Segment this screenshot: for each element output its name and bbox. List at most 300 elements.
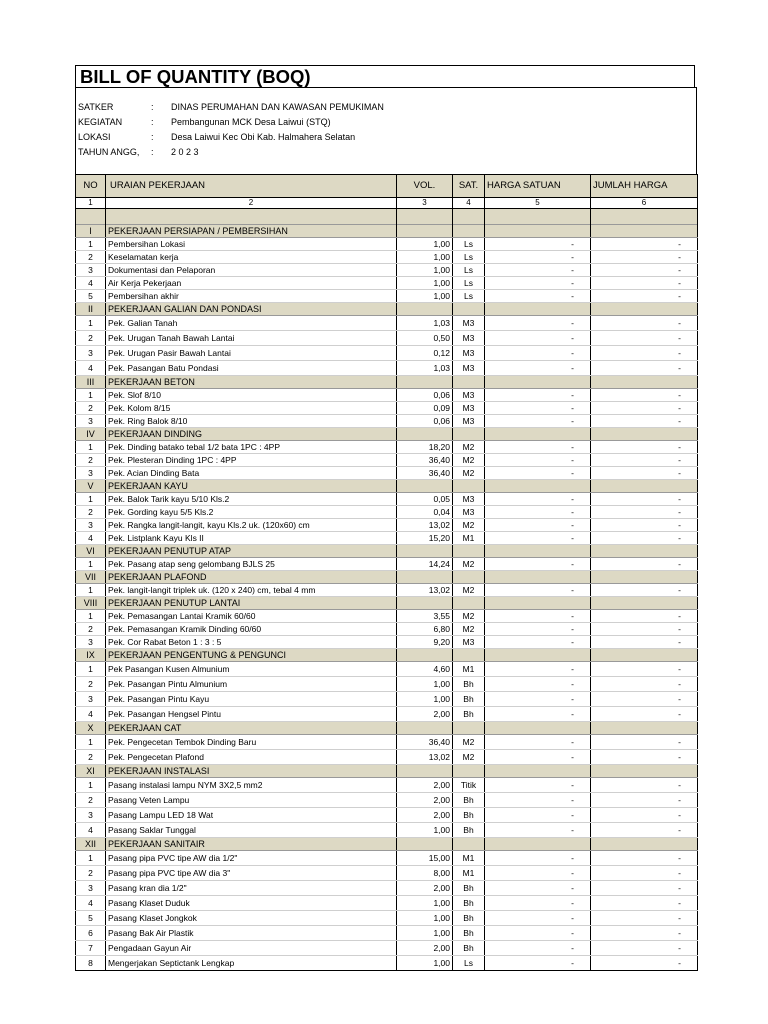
item-unit: Bh <box>453 808 485 823</box>
item-unit: M2 <box>453 441 485 454</box>
item-no: 1 <box>76 851 106 866</box>
item-unit: Ls <box>453 264 485 277</box>
table-row <box>76 636 698 649</box>
item-description: Pek. Kolom 8/15 <box>106 402 397 415</box>
item-no: 1 <box>76 584 106 597</box>
item-volume: 0,12 <box>397 346 453 361</box>
item-no: 1 <box>76 610 106 623</box>
section-title: PEKERJAAN DINDING <box>106 428 397 441</box>
item-description: Pembersihan Lokasi <box>106 238 397 251</box>
item-description: Pek. Pasangan Hengsel Pintu <box>106 707 397 722</box>
item-total-price: - <box>591 778 698 793</box>
page-title: BILL OF QUANTITY (BOQ) <box>75 65 695 87</box>
item-description: Pek. Rangka langit-langit, kayu Kls.2 uk. (120x60) cm <box>106 519 397 532</box>
item-unit-price: - <box>485 911 591 926</box>
item-volume: 1,00 <box>397 251 453 264</box>
item-description: Pek. Urugan Pasir Bawah Lantai <box>106 346 397 361</box>
item-total-price: - <box>591 911 698 926</box>
table-row <box>76 610 698 623</box>
section-title: PEKERJAAN SANITAIR <box>106 838 397 851</box>
section-no: V <box>76 480 106 493</box>
section-no: IV <box>76 428 106 441</box>
item-no: 1 <box>76 389 106 402</box>
item-volume: 9,20 <box>397 636 453 649</box>
item-total-price: - <box>591 389 698 402</box>
item-volume: 1,00 <box>397 692 453 707</box>
section-title: PEKERJAAN CAT <box>106 722 397 735</box>
column-number: 4 <box>453 198 485 209</box>
section-title: PEKERJAAN KAYU <box>106 480 397 493</box>
item-unit-price: - <box>485 881 591 896</box>
item-unit-price: - <box>485 415 591 428</box>
info-separator: : <box>151 147 154 157</box>
item-unit: M1 <box>453 532 485 545</box>
table-row <box>76 881 698 896</box>
item-volume: 15,20 <box>397 532 453 545</box>
item-unit-price: - <box>485 808 591 823</box>
item-unit-price: - <box>485 851 591 866</box>
item-total-price: - <box>591 623 698 636</box>
info-value: Desa Laiwui Kec Obi Kab. Halmahera Selatan <box>171 132 356 142</box>
item-total-price: - <box>591 346 698 361</box>
item-volume: 2,00 <box>397 881 453 896</box>
item-total-price: - <box>591 467 698 480</box>
section-row <box>76 376 698 389</box>
table-row <box>76 290 698 303</box>
item-description: Pasang Klaset Duduk <box>106 896 397 911</box>
item-volume: 6,80 <box>397 623 453 636</box>
section-row <box>76 571 698 584</box>
item-no: 3 <box>76 264 106 277</box>
section-no: III <box>76 376 106 389</box>
item-description: Pasang kran dia 1/2" <box>106 881 397 896</box>
item-unit: Bh <box>453 677 485 692</box>
item-description: Pasang pipa PVC tipe AW dia 1/2" <box>106 851 397 866</box>
item-unit: M1 <box>453 662 485 677</box>
item-unit-price: - <box>485 238 591 251</box>
item-no: 2 <box>76 793 106 808</box>
table-row <box>76 911 698 926</box>
info-label: LOKASI <box>78 132 111 142</box>
table-row <box>76 402 698 415</box>
item-description: Pek. Plesteran Dinding 1PC : 4PP <box>106 454 397 467</box>
table-row <box>76 677 698 692</box>
item-total-price: - <box>591 290 698 303</box>
item-unit: Bh <box>453 926 485 941</box>
item-no: 4 <box>76 277 106 290</box>
table-header-row <box>76 175 698 198</box>
item-unit: M2 <box>453 558 485 571</box>
item-unit: Ls <box>453 238 485 251</box>
item-no: 2 <box>76 866 106 881</box>
table-row <box>76 941 698 956</box>
item-total-price: - <box>591 277 698 290</box>
table-row <box>76 662 698 677</box>
item-no: 3 <box>76 519 106 532</box>
item-description: Pek. Listplank Kayu Kls II <box>106 532 397 545</box>
item-total-price: - <box>591 677 698 692</box>
item-total-price: - <box>591 558 698 571</box>
section-title: PEKERJAAN BETON <box>106 376 397 389</box>
item-unit: M3 <box>453 506 485 519</box>
item-description: Pek. Balok Tarik kayu 5/10 Kls.2 <box>106 493 397 506</box>
item-no: 3 <box>76 636 106 649</box>
item-no: 1 <box>76 441 106 454</box>
item-unit: M2 <box>453 610 485 623</box>
item-unit: M1 <box>453 851 485 866</box>
item-unit-price: - <box>485 896 591 911</box>
item-no: 3 <box>76 346 106 361</box>
item-description: Pasang instalasi lampu NYM 3X2,5 mm2 <box>106 778 397 793</box>
header-vol: VOL. <box>397 175 453 198</box>
column-number: 3 <box>397 198 453 209</box>
item-total-price: - <box>591 662 698 677</box>
item-unit: M3 <box>453 402 485 415</box>
item-unit-price: - <box>485 346 591 361</box>
table-row <box>76 851 698 866</box>
item-no: 2 <box>76 402 106 415</box>
item-description: Pembersihan akhir <box>106 290 397 303</box>
item-no: 4 <box>76 896 106 911</box>
table-row <box>76 506 698 519</box>
item-volume: 1,00 <box>397 277 453 290</box>
table-row <box>76 866 698 881</box>
item-no: 6 <box>76 926 106 941</box>
item-unit-price: - <box>485 454 591 467</box>
item-unit-price: - <box>485 778 591 793</box>
item-volume: 0,04 <box>397 506 453 519</box>
item-total-price: - <box>591 584 698 597</box>
item-no: 4 <box>76 532 106 545</box>
table-row <box>76 558 698 571</box>
item-total-price: - <box>591 808 698 823</box>
item-description: Dokumentasi dan Pelaporan <box>106 264 397 277</box>
item-volume: 1,00 <box>397 896 453 911</box>
section-title: PEKERJAAN PLAFOND <box>106 571 397 584</box>
table-row <box>76 441 698 454</box>
item-no: 4 <box>76 823 106 838</box>
column-number-row <box>76 198 698 209</box>
item-no: 2 <box>76 454 106 467</box>
item-total-price: - <box>591 519 698 532</box>
item-unit-price: - <box>485 361 591 376</box>
item-unit-price: - <box>485 662 591 677</box>
section-row <box>76 838 698 851</box>
item-unit-price: - <box>485 316 591 331</box>
item-volume: 13,02 <box>397 584 453 597</box>
item-unit-price: - <box>485 623 591 636</box>
item-description: Pasang Bak Air Plastik <box>106 926 397 941</box>
item-volume: 8,00 <box>397 866 453 881</box>
item-no: 1 <box>76 778 106 793</box>
item-total-price: - <box>591 956 698 971</box>
item-volume: 1,00 <box>397 823 453 838</box>
item-description: Pek. Gording kayu 5/5 Kls.2 <box>106 506 397 519</box>
item-unit: Bh <box>453 707 485 722</box>
table-row <box>76 707 698 722</box>
item-volume: 0,05 <box>397 493 453 506</box>
item-unit: Bh <box>453 793 485 808</box>
item-unit: M2 <box>453 519 485 532</box>
header-uraian: URAIAN PEKERJAAN <box>106 175 397 198</box>
item-no: 4 <box>76 707 106 722</box>
item-volume: 36,40 <box>397 454 453 467</box>
table-row <box>76 346 698 361</box>
item-unit-price: - <box>485 866 591 881</box>
item-total-price: - <box>591 823 698 838</box>
item-description: Pek. Slof 8/10 <box>106 389 397 402</box>
table-row <box>76 532 698 545</box>
item-volume: 36,40 <box>397 467 453 480</box>
item-unit: Bh <box>453 692 485 707</box>
item-description: Pek. Pasangan Pintu Almunium <box>106 677 397 692</box>
item-total-price: - <box>591 316 698 331</box>
item-unit-price: - <box>485 251 591 264</box>
item-volume: 13,02 <box>397 519 453 532</box>
item-total-price: - <box>591 750 698 765</box>
column-number: 5 <box>485 198 591 209</box>
item-unit: M3 <box>453 361 485 376</box>
section-title: PEKERJAAN PENUTUP LANTAI <box>106 597 397 610</box>
info-value: 2 0 2 3 <box>171 147 199 157</box>
item-description: Pek. Pemasangan Kramik Dinding 60/60 <box>106 623 397 636</box>
section-no: X <box>76 722 106 735</box>
item-volume: 0,06 <box>397 415 453 428</box>
item-description: Mengerjakan Septictank Lengkap <box>106 956 397 971</box>
table-row <box>76 778 698 793</box>
item-unit: M3 <box>453 331 485 346</box>
item-no: 3 <box>76 467 106 480</box>
item-no: 3 <box>76 881 106 896</box>
table-row <box>76 926 698 941</box>
item-total-price: - <box>591 707 698 722</box>
section-row <box>76 428 698 441</box>
info-label: SATKER <box>78 102 114 112</box>
info-value: DINAS PERUMAHAN DAN KAWASAN PEMUKIMAN <box>171 102 384 112</box>
item-volume: 15,00 <box>397 851 453 866</box>
item-unit: M2 <box>453 750 485 765</box>
item-unit-price: - <box>485 692 591 707</box>
table-row <box>76 467 698 480</box>
table-row <box>76 264 698 277</box>
section-row <box>76 765 698 778</box>
item-no: 1 <box>76 493 106 506</box>
item-no: 2 <box>76 677 106 692</box>
section-no: II <box>76 303 106 316</box>
item-description: Pek. Pengecetan Tembok Dinding Baru <box>106 735 397 750</box>
item-volume: 1,03 <box>397 361 453 376</box>
boq-table <box>75 174 698 971</box>
item-total-price: - <box>591 402 698 415</box>
item-no: 2 <box>76 623 106 636</box>
section-no: VII <box>76 571 106 584</box>
item-total-price: - <box>591 415 698 428</box>
item-no: 8 <box>76 956 106 971</box>
item-no: 1 <box>76 662 106 677</box>
item-volume: 1,00 <box>397 956 453 971</box>
item-no: 3 <box>76 415 106 428</box>
item-description: Pek. Pasangan Batu Pondasi <box>106 361 397 376</box>
item-total-price: - <box>591 692 698 707</box>
section-title: PEKERJAAN INSTALASI <box>106 765 397 778</box>
item-unit-price: - <box>485 277 591 290</box>
section-no: XI <box>76 765 106 778</box>
item-total-price: - <box>591 735 698 750</box>
item-description: Pek. Galian Tanah <box>106 316 397 331</box>
info-value: Pembangunan MCK Desa Laiwui (STQ) <box>171 117 331 127</box>
item-unit-price: - <box>485 402 591 415</box>
section-no: VIII <box>76 597 106 610</box>
table-row <box>76 808 698 823</box>
item-description: Air Kerja Pekerjaan <box>106 277 397 290</box>
item-no: 1 <box>76 735 106 750</box>
item-unit: M3 <box>453 415 485 428</box>
item-no: 7 <box>76 941 106 956</box>
item-unit-price: - <box>485 584 591 597</box>
item-unit: M3 <box>453 316 485 331</box>
item-volume: 4,60 <box>397 662 453 677</box>
table-row <box>76 238 698 251</box>
item-description: Pek Pasangan Kusen Almunium <box>106 662 397 677</box>
table-row <box>76 331 698 346</box>
column-number: 1 <box>76 198 106 209</box>
item-volume: 2,00 <box>397 778 453 793</box>
item-unit-price: - <box>485 290 591 303</box>
table-row <box>76 493 698 506</box>
item-description: Pek. Pengecetan Plafond <box>106 750 397 765</box>
item-description: Pek. Urugan Tanah Bawah Lantai <box>106 331 397 346</box>
item-unit-price: - <box>485 610 591 623</box>
table-row <box>76 735 698 750</box>
item-unit-price: - <box>485 441 591 454</box>
table-row <box>76 277 698 290</box>
item-total-price: - <box>591 926 698 941</box>
item-volume: 1,00 <box>397 926 453 941</box>
info-separator: : <box>151 117 154 127</box>
item-description: Pasang Klaset Jongkok <box>106 911 397 926</box>
item-volume: 36,40 <box>397 735 453 750</box>
spacer-row <box>76 209 698 225</box>
column-number: 2 <box>106 198 397 209</box>
info-label: KEGIATAN <box>78 117 123 127</box>
item-unit-price: - <box>485 506 591 519</box>
item-unit: Bh <box>453 881 485 896</box>
item-unit-price: - <box>485 636 591 649</box>
item-unit-price: - <box>485 467 591 480</box>
header-no: NO <box>76 175 106 198</box>
table-row <box>76 415 698 428</box>
section-row <box>76 597 698 610</box>
item-unit: M2 <box>453 467 485 480</box>
item-unit: Ls <box>453 251 485 264</box>
table-row <box>76 896 698 911</box>
item-no: 1 <box>76 238 106 251</box>
item-total-price: - <box>591 251 698 264</box>
item-unit-price: - <box>485 331 591 346</box>
table-row <box>76 454 698 467</box>
item-unit-price: - <box>485 926 591 941</box>
item-unit-price: - <box>485 823 591 838</box>
item-volume: 1,00 <box>397 677 453 692</box>
section-row <box>76 722 698 735</box>
item-description: Pengadaan Gayun Air <box>106 941 397 956</box>
item-total-price: - <box>591 506 698 519</box>
item-unit: Bh <box>453 911 485 926</box>
item-unit: M3 <box>453 493 485 506</box>
item-unit: Titik <box>453 778 485 793</box>
header-sat: SAT. <box>453 175 485 198</box>
boq-sheet <box>75 65 697 968</box>
item-no: 2 <box>76 506 106 519</box>
section-title: PEKERJAAN PENGENTUNG & PENGUNCI <box>106 649 397 662</box>
table-row <box>76 519 698 532</box>
item-unit: M3 <box>453 346 485 361</box>
section-title: PEKERJAAN GALIAN DAN PONDASI <box>106 303 397 316</box>
item-volume: 0,09 <box>397 402 453 415</box>
header-jumlah-harga: JUMLAH HARGA <box>591 175 698 198</box>
item-description: Pek. Pasangan Pintu Kayu <box>106 692 397 707</box>
item-volume: 0,06 <box>397 389 453 402</box>
item-total-price: - <box>591 454 698 467</box>
item-volume: 2,00 <box>397 707 453 722</box>
item-description: Pasang Lampu LED 18 Wat <box>106 808 397 823</box>
item-unit: M3 <box>453 636 485 649</box>
section-no: IX <box>76 649 106 662</box>
item-volume: 1,03 <box>397 316 453 331</box>
section-row <box>76 303 698 316</box>
item-unit-price: - <box>485 558 591 571</box>
section-row <box>76 480 698 493</box>
item-description: Pek. Dinding batako tebal 1/2 bata 1PC : 4PP <box>106 441 397 454</box>
item-total-price: - <box>591 636 698 649</box>
section-title: PEKERJAAN PENUTUP ATAP <box>106 545 397 558</box>
item-no: 3 <box>76 692 106 707</box>
item-description: Pek. Pasang atap seng gelombang BJLS 25 <box>106 558 397 571</box>
header-harga-satuan: HARGA SATUAN <box>485 175 591 198</box>
item-volume: 1,00 <box>397 911 453 926</box>
table-row <box>76 251 698 264</box>
table-row <box>76 956 698 971</box>
item-no: 5 <box>76 290 106 303</box>
item-unit-price: - <box>485 941 591 956</box>
item-no: 2 <box>76 251 106 264</box>
item-description: Pek. Cor Rabat Beton 1 : 3 : 5 <box>106 636 397 649</box>
section-no: I <box>76 225 106 238</box>
section-no: XII <box>76 838 106 851</box>
info-separator: : <box>151 102 154 112</box>
project-info <box>75 87 697 175</box>
section-row <box>76 225 698 238</box>
item-unit: Bh <box>453 823 485 838</box>
section-no: VI <box>76 545 106 558</box>
item-unit: Ls <box>453 956 485 971</box>
column-number: 6 <box>591 198 698 209</box>
item-total-price: - <box>591 941 698 956</box>
item-unit-price: - <box>485 493 591 506</box>
item-volume: 2,00 <box>397 793 453 808</box>
item-description: Keselamatan kerja <box>106 251 397 264</box>
item-unit: M2 <box>453 735 485 750</box>
item-unit: M3 <box>453 389 485 402</box>
item-description: Pasang Veten Lampu <box>106 793 397 808</box>
item-unit-price: - <box>485 532 591 545</box>
table-row <box>76 623 698 636</box>
item-total-price: - <box>591 881 698 896</box>
item-unit: Bh <box>453 941 485 956</box>
item-no: 1 <box>76 558 106 571</box>
item-unit: M2 <box>453 623 485 636</box>
item-no: 1 <box>76 316 106 331</box>
